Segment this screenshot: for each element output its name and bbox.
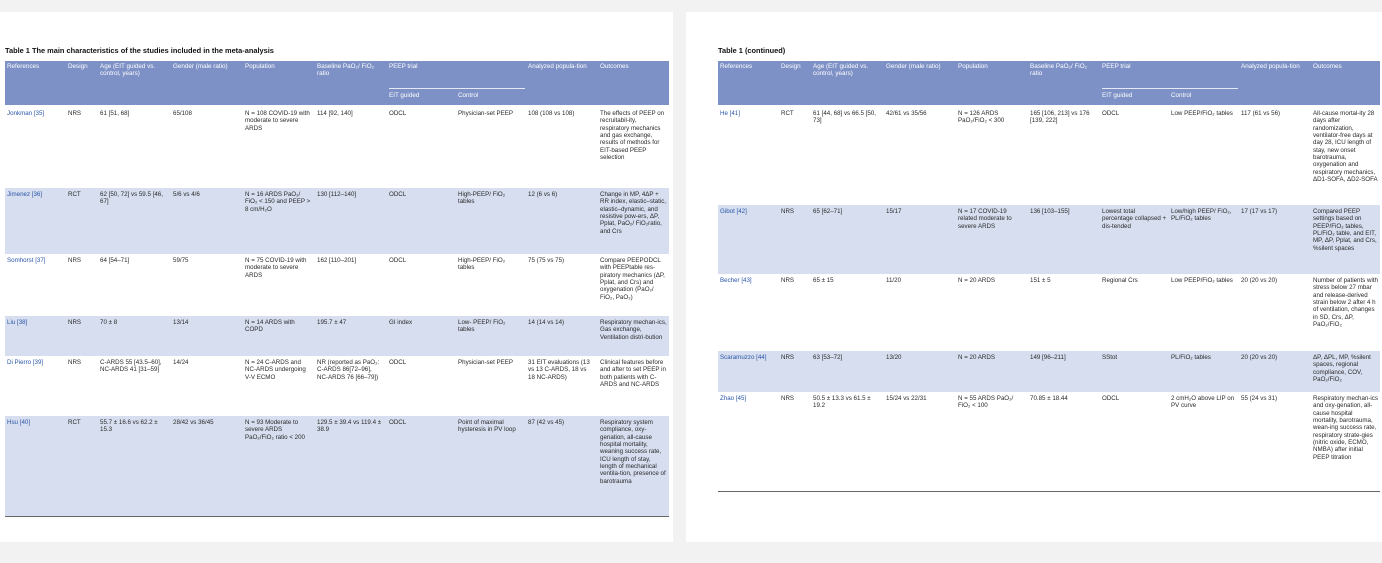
cell-outcomes: Compared PEEP settings based on PEEP/FiO₂ tables, PL/FiO₂ table, and EIT, MP, ΔP, Pplat, and Crs, %silent spaces <box>1313 208 1377 252</box>
cell-control: 2 cmH₂O above LIP on PV curve <box>1171 395 1235 410</box>
header-population: Population <box>958 63 988 70</box>
cell-population: N = 55 ARDS PaO₂/ FiO₂ < 100 <box>958 395 1014 410</box>
cell-gender: 14/24 <box>173 359 189 366</box>
header-age: Age (EIT guided vs. control, years) <box>813 63 869 78</box>
table-bottom-rule <box>718 491 1380 492</box>
cell-population: N = 17 COVID-19 related moderate to severe ARDS <box>958 208 1012 230</box>
table-row <box>5 316 669 356</box>
cell-age: 61 [51, 68] <box>100 110 130 117</box>
cell-control: Low PEEP/FiO₂ tables <box>1171 110 1233 117</box>
table-row <box>5 416 669 516</box>
cell-ref[interactable]: Liu [38] <box>7 319 28 326</box>
header-baseline: Baseline PaO₂/ FiO₂ ratio <box>317 63 375 78</box>
cell-ref[interactable]: Hsu [40] <box>7 419 31 426</box>
cell-eit: ODCL <box>389 110 407 117</box>
cell-eit: Regional Crs <box>1102 277 1138 284</box>
cell-ref[interactable]: Somhorst [37] <box>7 257 46 264</box>
cell-eit: ODCL <box>389 257 407 264</box>
peep-trial-divider <box>389 88 525 89</box>
header-outcomes: Outcomes <box>600 63 629 70</box>
header-baseline: Baseline PaO₂/ FiO₂ ratio <box>1030 63 1088 78</box>
cell-ref[interactable]: Becher [43] <box>720 277 752 284</box>
cell-ref[interactable]: Zhao [45] <box>720 395 747 402</box>
cell-baseline: 162 [110–201] <box>317 257 357 264</box>
cell-outcomes: All-cause mortal-ity 28 days after randomization, ventilator-free days at day 28, ICU length of stay, new onset barotrauma, oxygenation and respiratory mechanics, ΔD1-SOFA, ΔD2-SOFA <box>1313 110 1378 184</box>
cell-analyzed: 17 (17 vs 17) <box>1241 208 1278 215</box>
header-population: Population <box>245 63 275 70</box>
cell-age: C-ARDS 55 [43.5–60], NC-ARDS 41 [31–59] <box>100 359 162 374</box>
header-eit-guided: EIT guided <box>1102 92 1133 99</box>
cell-baseline: 70.85 ± 18.44 <box>1030 395 1068 402</box>
table-bottom-rule <box>5 516 669 517</box>
header-references: References <box>7 63 40 70</box>
cell-analyzed: 14 (14 vs 14) <box>528 319 565 326</box>
cell-eit: ODCL <box>389 191 407 198</box>
cell-baseline: 165 [106, 213] vs 176 [139, 222] <box>1030 110 1090 125</box>
cell-outcomes: The effects of PEEP on recruitabil-ity, respiratory mechanics and gas exchange, results of methods for EIT-based PEEP selection <box>600 110 665 162</box>
cell-age: 50.5 ± 13.3 vs 61.5 ± 19.2 <box>813 395 871 410</box>
cell-design: RCT <box>68 191 81 198</box>
cell-ref[interactable]: He [41] <box>720 110 740 117</box>
cell-gender: 59/75 <box>173 257 189 264</box>
header-analyzed: Analyzed popula-tion <box>528 63 587 70</box>
header-gender: Gender (male ratio) <box>886 63 941 70</box>
table-header <box>5 61 669 105</box>
header-gender: Gender (male ratio) <box>173 63 228 70</box>
cell-design: NRS <box>68 257 82 264</box>
cell-design: RCT <box>68 419 81 426</box>
cell-population: N = 16 ARDS PaO₂/ FiO₂ < 150 and PEEP > 8 cm/H₂O <box>245 191 311 213</box>
cell-control: High-PEEP/ FiO₂ tables <box>458 191 506 206</box>
cell-outcomes: Compare PEEPODCL with PEEPtable res-piratory mechanics (ΔP, Pplat, and Crs) and oxygenation (PaO₂/ FiO₂, PaO₂) <box>600 257 665 301</box>
cell-design: NRS <box>68 319 82 326</box>
cell-baseline: 149 [96–211] <box>1030 354 1066 361</box>
cell-design: NRS <box>781 354 795 361</box>
table-header <box>718 61 1380 105</box>
cell-design: NRS <box>781 208 795 215</box>
cell-design: NRS <box>68 110 82 117</box>
cell-gender: 11/20 <box>886 277 902 284</box>
cell-baseline: NR (reported as PaO₂: C-ARDS 86[72–96], NC-ARDS 76 [66–79]) <box>317 359 380 381</box>
cell-age: 65 [62–71] <box>813 208 843 215</box>
cell-outcomes: Clinical features before and after to set PEEP in both patients with C-ARDS and NC-ARDS <box>600 359 666 389</box>
cell-population: N = 14 ARDS with COPD <box>245 319 295 334</box>
cell-baseline: 195.7 ± 47 <box>317 319 347 326</box>
table-row <box>5 107 669 188</box>
table-row <box>718 351 1380 392</box>
cell-gender: 42/61 vs 35/56 <box>886 110 927 117</box>
cell-age: 55.7 ± 16.6 vs 62.2 ± 15.3 <box>100 419 158 434</box>
header-design: Design <box>781 63 801 70</box>
cell-design: RCT <box>781 110 794 117</box>
cell-analyzed: 75 (75 vs 75) <box>528 257 565 264</box>
table-page-right <box>686 12 1382 542</box>
cell-analyzed: 20 (20 vs 20) <box>1241 354 1278 361</box>
cell-gender: 13/14 <box>173 319 189 326</box>
cell-gender: 65/108 <box>173 110 192 117</box>
header-references: References <box>720 63 753 70</box>
cell-eit: SStot <box>1102 354 1118 361</box>
cell-population: N = 108 COVID-19 with moderate to severe ARDS <box>245 110 310 132</box>
cell-population: N = 126 ARDS PaO₂/FiO₂ < 300 <box>958 110 1005 125</box>
cell-ref[interactable]: Jimenez [36] <box>7 191 43 198</box>
cell-ref[interactable]: Jonkman [35] <box>7 110 45 117</box>
cell-baseline: 114 [92, 140] <box>317 110 353 117</box>
table-row <box>718 274 1380 351</box>
table-row <box>718 392 1380 492</box>
cell-eit: ODCL <box>389 419 407 426</box>
cell-eit: ODCL <box>1102 395 1120 402</box>
cell-analyzed: 108 (108 vs 108) <box>528 110 575 117</box>
cell-ref[interactable]: Gibot [42] <box>720 208 747 215</box>
cell-population: N = 93 Moderate to severe ARDS PaO₂/FiO₂ ratio < 200 <box>245 419 306 441</box>
cell-analyzed: 117 (61 vs 56) <box>1241 110 1281 117</box>
cell-gender: 28/42 vs 36/45 <box>173 419 214 426</box>
cell-population: N = 20 ARDS <box>958 354 995 361</box>
cell-outcomes: ΔP, ΔPL, MP, %silent spaces, regional compliance, COV, PaO₂/FiO₂ <box>1313 354 1371 384</box>
table-caption: Table 1 (continued) <box>718 46 786 55</box>
cell-control: Physician-set PEEP <box>458 359 514 366</box>
table-row <box>5 188 669 254</box>
cell-outcomes: Respiratory mechan-ics and oxy-genation, all-cause hospital mortality, barotrauma, wean-ing success rate, respiratory strate-gies (nitric oxide, ECMO, NMBA) after initial PEEP titration <box>1313 395 1378 461</box>
cell-age: 63 [53–72] <box>813 354 843 361</box>
cell-gender: 15/17 <box>886 208 902 215</box>
header-peep-trial: PEEP trial <box>389 63 418 70</box>
cell-ref[interactable]: Scaramuzzo [44] <box>720 354 767 361</box>
cell-analyzed: 12 (6 vs 6) <box>528 191 558 198</box>
cell-baseline: 129.5 ± 39.4 vs 119.4 ± 38.9 <box>317 419 382 434</box>
cell-control: Low/high PEEP/ FiO₂, PL/FiO₂ tables <box>1171 208 1232 223</box>
cell-baseline: 151 ± 5 <box>1030 277 1051 284</box>
cell-control: Physician-set PEEP <box>458 110 514 117</box>
header-outcomes: Outcomes <box>1313 63 1342 70</box>
cell-gender: 13/20 <box>886 354 902 361</box>
header-analyzed: Analyzed popula-tion <box>1241 63 1300 70</box>
cell-analyzed: 20 (20 vs 20) <box>1241 277 1278 284</box>
cell-control: PL/FiO₂ tables <box>1171 354 1211 361</box>
cell-age: 61 [44, 68] vs 66.5 [50, 73] <box>813 110 876 125</box>
header-design: Design <box>68 63 88 70</box>
cell-control: Low PEEP/FiO₂ tables <box>1171 277 1233 284</box>
header-age: Age (EIT guided vs. control, years) <box>100 63 156 78</box>
table-page-left <box>0 12 673 542</box>
cell-population: N = 75 COVID-19 with moderate to severe ARDS <box>245 257 307 279</box>
table-row <box>718 107 1380 205</box>
cell-outcomes: Number of patients with stress below 27 mbar and release-derived strain below 2 after 4 h of ventilation, changes in SD, Crs, ΔP, PaO₂/FiO₂ <box>1313 277 1378 329</box>
cell-population: N = 24 C-ARDS and NC-ARDS undergoing V-V ECMO <box>245 359 306 381</box>
cell-control: High-PEEP/ FiO₂ tables <box>458 257 506 272</box>
cell-control: Low- PEEP/ FiO₂ tables <box>458 319 506 334</box>
cell-analyzed: 31 EIT evaluations (13 vs 13 C-ARDS, 18 vs 18 NC-ARDS) <box>528 359 590 381</box>
table-row <box>718 205 1380 274</box>
cell-eit: ODCL <box>1102 110 1120 117</box>
header-eit-guided: EIT guided <box>389 92 420 99</box>
header-peep-trial: PEEP trial <box>1102 63 1131 70</box>
cell-design: NRS <box>68 359 82 366</box>
table-row <box>5 356 669 416</box>
cell-gender: 15/24 vs 22/31 <box>886 395 927 402</box>
cell-baseline: 136 [103–155] <box>1030 208 1070 215</box>
cell-control: Point of maximal hysteresis in PV loop <box>458 419 516 434</box>
cell-eit: ODCL <box>389 359 407 366</box>
table-row <box>5 254 669 316</box>
cell-age: 62 [50, 72] vs 59.5 [46, 67] <box>100 191 163 206</box>
cell-outcomes: Change in MP, 4ΔP + RR index, elastic–static, elastic–dynamic, and resistive pow-ers, ΔP, Pplat, PaO₂/ FiO₂ratio, and Crs <box>600 191 667 235</box>
header-control: Control <box>458 92 479 99</box>
cell-age: 65 ± 15 <box>813 277 834 284</box>
cell-outcomes: Respiratory system compliance, oxy-genation, all-cause hospital mortality, weaning success rate, ICU length of stay, length of mechanical ventila-tion, presence of barotrauma <box>600 419 666 485</box>
cell-eit: Lowest total percentage collapsed + dis-tended <box>1102 208 1167 230</box>
cell-population: N = 20 ARDS <box>958 277 995 284</box>
cell-baseline: 130 [112–140] <box>317 191 357 198</box>
cell-analyzed: 55 (24 vs 31) <box>1241 395 1278 402</box>
cell-gender: 5/6 vs 4/6 <box>173 191 200 198</box>
cell-age: 64 [54–71] <box>100 257 130 264</box>
table-caption: Table 1 The main characteristics of the studies included in the meta-analysis <box>5 46 274 55</box>
cell-design: NRS <box>781 277 795 284</box>
cell-ref[interactable]: Di Pierro [39] <box>7 359 44 366</box>
cell-outcomes: Respiratory mechan-ics, Gas exchange, Ventilation distri-bution <box>600 319 667 341</box>
peep-trial-divider <box>1102 88 1238 89</box>
cell-analyzed: 87 (42 vs 45) <box>528 419 565 426</box>
cell-design: NRS <box>781 395 795 402</box>
cell-age: 70 ± 8 <box>100 319 118 326</box>
cell-eit: GI index <box>389 319 413 326</box>
header-control: Control <box>1171 92 1192 99</box>
